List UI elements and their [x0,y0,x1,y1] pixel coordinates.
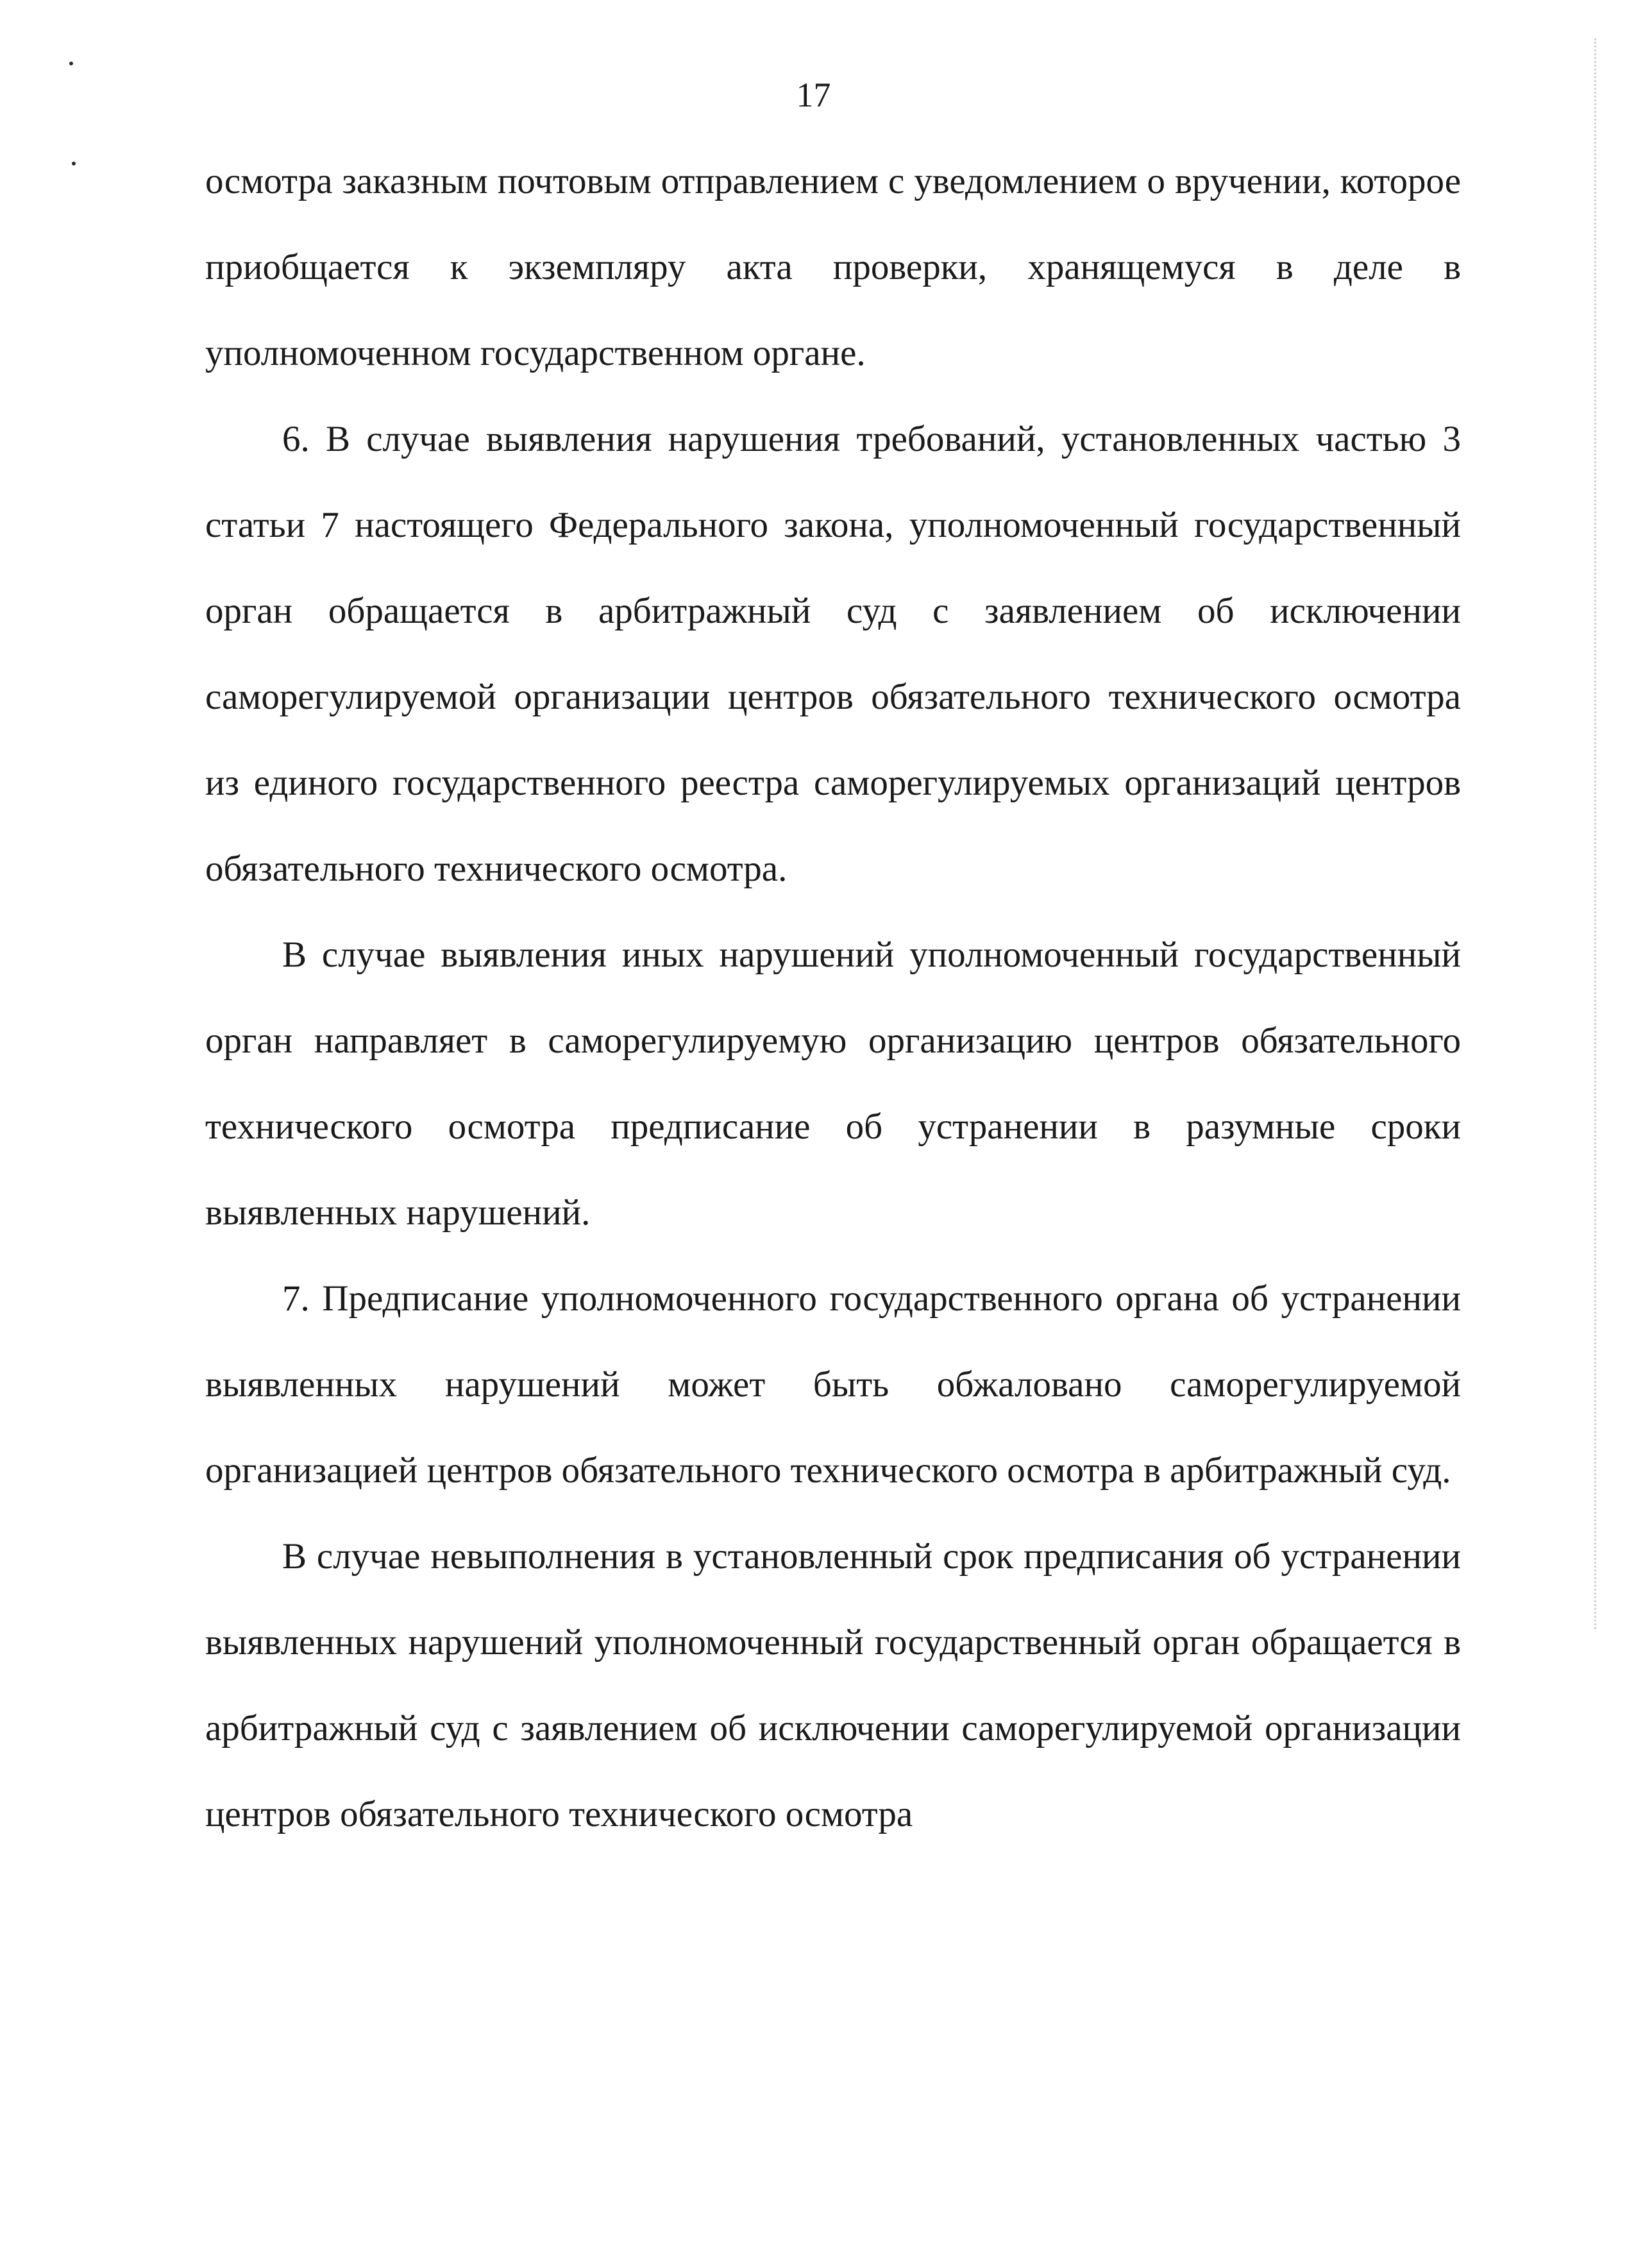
document-body [205,139,1461,1858]
paragraph-non-compliance: В случае невыполнения в установленный срок предписания об устранении выявленных нарушений уполномоченный государственный орган обращается в арбитражный суд с заявлением об исключении саморегулируемой организации центров обязательного технического осмотра [205,1536,1461,1834]
scan-speck [72,162,76,165]
paragraph-item-7: 7. Предписание уполномоченного государственного органа об устранении выявленных нарушений может быть обжаловано саморегулируемой организацией центров обязательного технического осмотра в арбитражный суд. [205,1278,1461,1491]
paragraph-continuation: осмотра заказным почтовым отправлением с уведомлением о вручении, которое приобщается к экземпляру акта проверки, хранящемуся в деле в уполномоченном государственном органе. [205,161,1461,373]
page-number: 17 [796,76,831,114]
scan-edge-mark [1594,38,1596,1629]
paragraph-item-6: 6. В случае выявления нарушения требований, установленных частью 3 статьи 7 настоящего Федерального закона, уполномоченный государственный орган обращается в арбитражный суд с заявлением об исключении саморегулируемой организации центров обязательного технического осмотра из единого государственного реестра саморегулируемых организаций центров обязательного технического осмотра. [205,419,1461,889]
scan-speck [69,62,73,65]
paragraph-other-violations: В случае выявления иных нарушений уполномоченный государственный орган направляет в саморегулируемую организацию центров обязательного технического осмотра предписание об устранении в разумные сроки выявленных нарушений. [205,935,1461,1233]
